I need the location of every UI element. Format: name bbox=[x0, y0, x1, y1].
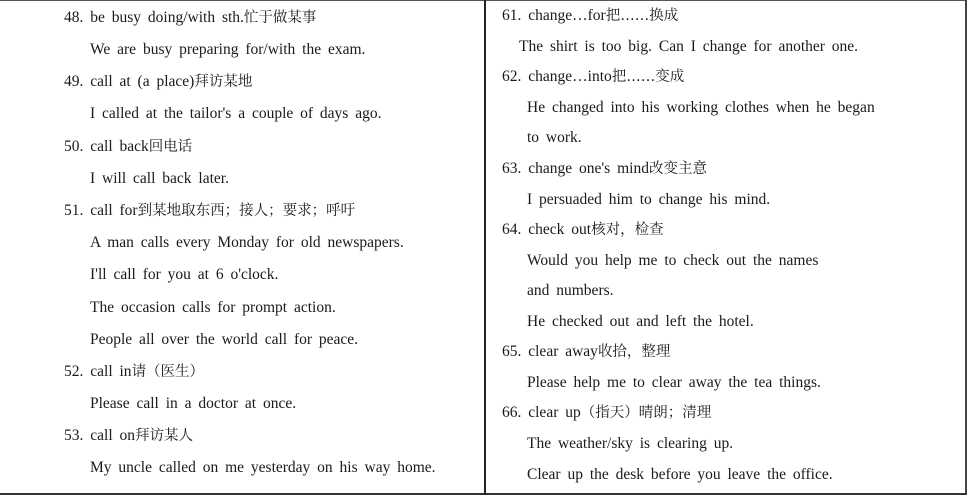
entry-51-example: I'll call for you at 6 o'clock. bbox=[90, 266, 279, 283]
entry-phrase: call at (a place) bbox=[90, 73, 195, 90]
right-column bbox=[486, 0, 967, 495]
entry-number: 48. bbox=[64, 9, 84, 26]
entry-66-example: The weather/sky is clearing up. bbox=[527, 435, 734, 452]
entry-64-example: and numbers. bbox=[527, 282, 614, 299]
entry-65-heading bbox=[502, 342, 670, 362]
entry-number: 62. bbox=[502, 68, 522, 85]
entry-51-example: People all over the world call for peace. bbox=[90, 331, 359, 348]
entry-66-example: Clear up the desk before you leave the office. bbox=[527, 466, 833, 483]
entry-64-example: Would you help me to check out the names bbox=[527, 252, 819, 269]
entry-62-example: He changed into his working clothes when he began bbox=[527, 99, 875, 116]
entry-52-example: Please call in a doctor at once. bbox=[90, 395, 297, 412]
entry-64-heading bbox=[502, 220, 664, 240]
entry-meaning: 收拾，整理 bbox=[597, 344, 671, 360]
entry-meaning: 忙于做某事 bbox=[243, 10, 317, 26]
entry-phrase: check out bbox=[528, 221, 592, 238]
entry-number: 65. bbox=[502, 343, 522, 360]
entry-meaning: 把……变成 bbox=[611, 69, 685, 85]
entry-number: 53. bbox=[64, 427, 84, 444]
entry-62-example: to work. bbox=[527, 129, 582, 146]
entry-phrase: be busy doing/with sth. bbox=[90, 9, 244, 26]
entry-48-heading bbox=[64, 8, 316, 28]
entry-meaning: 拜访某地 bbox=[194, 74, 253, 90]
entry-61-heading bbox=[502, 6, 678, 26]
entry-number: 50. bbox=[64, 138, 84, 155]
entry-phrase: call in bbox=[90, 363, 132, 380]
entry-50-heading bbox=[64, 137, 192, 157]
entry-meaning: 改变主意 bbox=[648, 161, 707, 177]
entry-number: 49. bbox=[64, 73, 84, 90]
entry-63-heading bbox=[502, 159, 707, 179]
entry-number: 66. bbox=[502, 404, 522, 421]
entry-51-heading bbox=[64, 201, 355, 221]
entry-66-heading bbox=[502, 403, 711, 423]
entry-number: 52. bbox=[64, 363, 84, 380]
entry-64-example: He checked out and left the hotel. bbox=[527, 313, 754, 330]
entry-48-example: We are busy preparing for/with the exam. bbox=[90, 41, 366, 58]
entry-phrase: change…into bbox=[528, 68, 612, 85]
entry-53-example: My uncle called on me yesterday on his way home. bbox=[90, 459, 436, 476]
entry-number: 61. bbox=[502, 7, 522, 24]
entry-phrase: call on bbox=[90, 427, 135, 444]
entry-meaning: 核对，检查 bbox=[591, 222, 664, 238]
entry-phrase: clear up bbox=[528, 404, 581, 421]
entry-65-example: Please help me to clear away the tea things. bbox=[527, 374, 821, 391]
entry-number: 64. bbox=[502, 221, 522, 238]
entry-51-example: The occasion calls for prompt action. bbox=[90, 299, 336, 316]
entry-49-example: I called at the tailor's a couple of days ago. bbox=[90, 105, 382, 122]
entry-meaning: 回电话 bbox=[148, 139, 193, 155]
entry-49-heading bbox=[64, 72, 252, 92]
entry-phrase: change…for bbox=[528, 7, 606, 24]
entry-meaning: 把……换成 bbox=[605, 8, 679, 24]
entry-number: 63. bbox=[502, 160, 522, 177]
entry-meaning: 到某地取东西；接人；要求；呼吁 bbox=[137, 203, 356, 219]
entry-meaning: （指天）晴朗；清理 bbox=[580, 405, 712, 421]
entry-52-heading bbox=[64, 362, 204, 382]
entry-63-example: I persuaded him to change his mind. bbox=[527, 191, 771, 208]
entry-50-example: I will call back later. bbox=[90, 170, 229, 187]
entry-phrase: call for bbox=[90, 202, 138, 219]
entry-62-heading bbox=[502, 67, 684, 87]
entry-phrase: call back bbox=[90, 138, 149, 155]
entry-number: 51. bbox=[64, 202, 84, 219]
entry-51-example: A man calls every Monday for old newspapers. bbox=[90, 234, 404, 251]
entry-phrase: clear away bbox=[528, 343, 598, 360]
entry-61-example: The shirt is too big. Can I change for another one. bbox=[519, 38, 859, 55]
entry-meaning: 请（医生） bbox=[131, 364, 205, 380]
entry-phrase: change one's mind bbox=[528, 160, 649, 177]
entry-53-heading bbox=[64, 426, 193, 446]
entry-meaning: 拜访某人 bbox=[135, 428, 193, 444]
